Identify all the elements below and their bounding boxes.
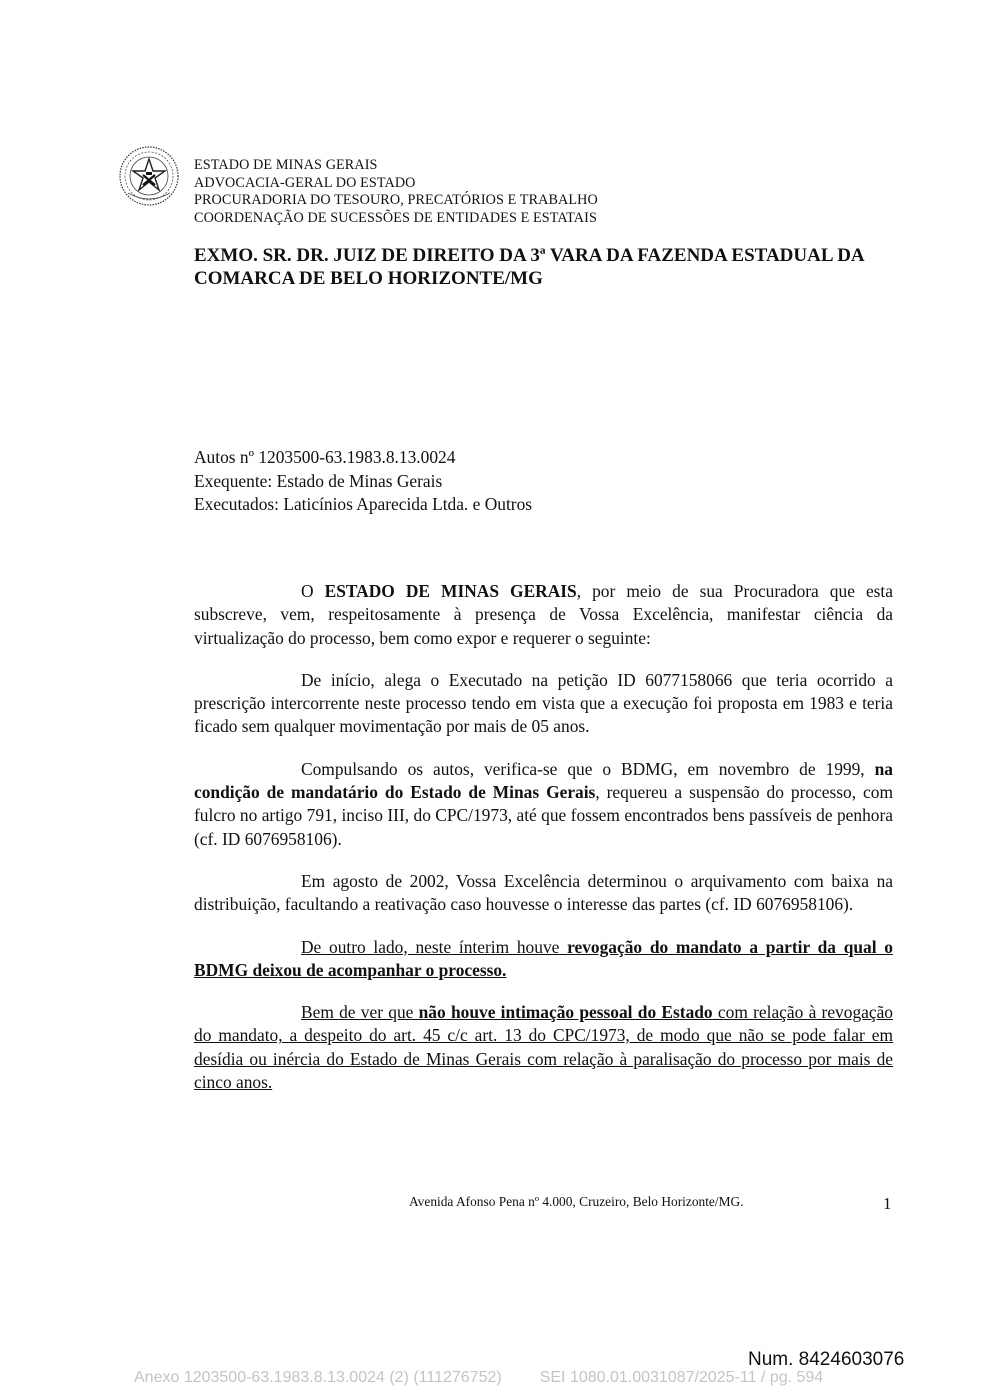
header-state: ESTADO DE MINAS GERAIS (194, 157, 378, 173)
document-header (194, 157, 598, 227)
document-num-stamp: Num. 8424603076 (748, 1349, 905, 1370)
header-coordenacao: COORDENAÇÃO DE SUCESSÕES DE ENTIDADES E ESTATAIS (194, 209, 597, 226)
footer-address: Avenida Afonso Pena nº 4.000, Cruzeiro, Belo Horizonte/MG. (409, 1194, 744, 1209)
text-run: De outro lado, neste ínterim houve (301, 936, 568, 957)
bold-text: ESTADO DE MINAS GERAIS (324, 581, 577, 601)
text-run: Bem de ver que (301, 1002, 419, 1023)
bold-text: revogação do mandato a partir da qual o BDMG deixou de acompanhar o processo. (194, 936, 893, 980)
paragraph-bdmg-suspension (194, 758, 893, 851)
header-agency: ADVOCACIA-GERAL DO ESTADO (194, 174, 416, 191)
text-run: O (301, 581, 325, 601)
annex-id: Anexo 1203500-63.1983.8.13.0024 (2) (111276752) (134, 1369, 502, 1386)
case-number: Autos nº 1203500-63.1983.8.13.0024 (194, 447, 456, 467)
text-run: Compulsando os autos, verifica-se que o BDMG, em novembro de 1999, (301, 758, 875, 779)
paragraph-intro (194, 580, 893, 650)
case-info (194, 446, 532, 517)
text-run: com relação à revogação do mandato, a despeito do art. 45 c/c art. 13 do CPC/1973, de modo que não se pode falar em desídia ou inércia do Estado de Minas Gerais com relação à paralisação do processo por mais de cinco anos. (194, 1002, 893, 1093)
text-run: , requereu a suspensão do processo, com fulcro no artigo 791, inciso III, do CPC/1973, até que fossem encontrados bens passíveis de penhora (cf. ID 6076958106). (194, 782, 893, 849)
paragraph-no-notification (194, 1001, 893, 1094)
state-seal-logo (118, 145, 180, 207)
paragraph-mandate-revocation (194, 936, 893, 983)
bold-text: não houve intimação pessoal do Estado (418, 1002, 713, 1023)
paragraph-prescription-claim: De início, alega o Executado na petição ID 6077158066 que teria ocorrido a prescrição intercorrente neste processo tendo em vista que a execução foi proposta em 1983 e teria ficado sem qualquer movimentação por mais de 05 anos. (194, 669, 893, 737)
case-executados: Executados: Laticínios Aparecida Ltda. e Outros (194, 494, 533, 514)
paragraph-archiving: Em agosto de 2002, Vossa Excelência determinou o arquivamento com baixa na distribuição, facultando a reativação caso houvesse o interesse das partes (cf. ID 6076958106). (194, 870, 893, 915)
header-procuradoria: PROCURADORIA DO TESOURO, PRECATÓRIOS E TRABALHO (194, 192, 598, 209)
case-exequente: Exequente: Estado de Minas Gerais (194, 470, 443, 491)
page-number: 1 (883, 1194, 892, 1213)
bold-text: na condição de mandatário do Estado de Minas Gerais (194, 758, 893, 803)
addressee-heading: EXMO. SR. DR. JUIZ DE DIREITO DA 3ª VARA DA FAZENDA ESTADUAL DA COMARCA DE BELO HORIZONTE/MG (194, 245, 864, 289)
text-run: , por meio de sua Procuradora que esta subscreve, vem, respeitosamente à presença de Vossa Excelência, manifestar ciência da virtualização do processo, bem como expor e requerer o seguinte: (194, 581, 893, 648)
annex-stamp (134, 1369, 861, 1387)
sei-ref: SEI 1080.01.0031087/2025-11 / pg. 594 (539, 1369, 824, 1386)
document-body (194, 580, 893, 1113)
